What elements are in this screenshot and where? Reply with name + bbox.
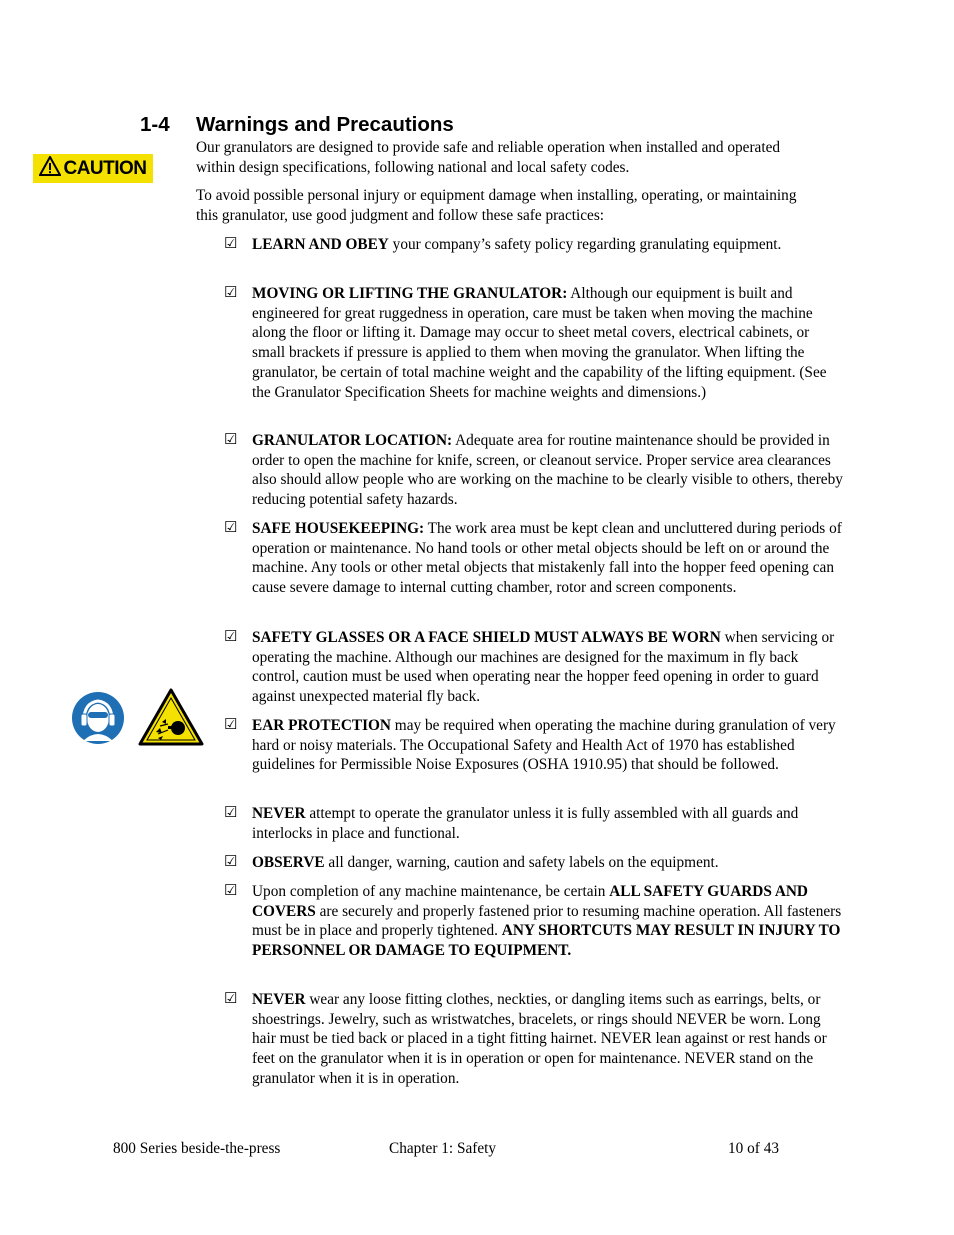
item-text: your company’s safety policy regarding granulating equipment.	[388, 236, 782, 253]
footer-document-title: 800 Series beside-the-press	[113, 1140, 281, 1157]
warning-triangle-icon	[39, 156, 61, 181]
checkbox-icon: ☑	[224, 236, 238, 252]
item-keyword: NEVER	[252, 991, 306, 1008]
item-text: when servicing or operating the machine. Although our machines are designed for the maximum in fly back control, caution must be used when operating near the hopper feed opening in order to guard against unexpected material fly back.	[252, 629, 835, 706]
item-keyword: NEVER	[252, 805, 306, 822]
item-text: attempt to operate the granulator unless it is fully assembled with all guards and interlocks in place and functional.	[252, 805, 799, 842]
item-keyword: ALL SAFETY GUARDS AND COVERS	[252, 883, 808, 920]
flying-debris-warning-icon	[138, 688, 204, 746]
checkbox-icon: ☑	[224, 805, 238, 821]
item-text: Upon completion of any machine maintenance, be certain	[252, 883, 610, 900]
item-keyword: SAFETY GLASSES OR A FACE SHIELD MUST ALWAYS BE WORN	[252, 629, 721, 646]
item-keyword: ANY SHORTCUTS MAY RESULT IN INJURY TO PERSONNEL OR DAMAGE TO EQUIPMENT.	[252, 922, 841, 960]
section-title: Warnings and Precautions	[196, 113, 454, 136]
caution-text: CAUTION	[63, 157, 147, 179]
checkbox-icon: ☑	[224, 520, 238, 536]
item-text: Adequate area for routine maintenance should be provided in order to open the machine for knife, screen, or cleanout service. Proper service area clearances also should allow people who are working on the machine to be clearly visible to others, thereby reducing potential safety hazards.	[252, 432, 843, 509]
item-text: may be required when operating the machine during granulation of very hard or noisy materials. The Occupational Safety and Health Act of 1970 has established guidelines for Permissible Noise Exposures (OSHA 1910.95) that should be followed.	[252, 717, 836, 774]
checkbox-icon: ☑	[224, 717, 238, 733]
footer-page-number: 10 of 43	[728, 1140, 779, 1157]
eye-ear-protection-icon	[69, 689, 127, 747]
item-text: The work area must be kept clean and uncluttered during periods of operation or maintenance. No hand tools or other metal objects should be left on or around the machine. Any tools or other metal objects that mistakenly fall into the hopper feed opening can cause severe damage to internal cutting chamber, rotor and screen components.	[252, 520, 842, 597]
item-keyword: OBSERVE	[252, 854, 325, 871]
item-text: wear any loose fitting clothes, neckties, or dangling items such as earrings, belts, or shoestrings. Jewelry, such as wristwatches, bracelets, or rings should NEVER be worn. Long hair must be tied back or placed in a tight fitting hairnet. NEVER lean against or rest hands or feet on the granulator when it is in operation or open for maintenance. NEVER stand on the granulator when it is in operation.	[252, 991, 827, 1087]
intro-paragraph: To avoid possible personal injury or equipment damage when installing, operating, or maintaining this granulator, use good judgment and follow these safe practices:	[196, 187, 797, 224]
checkbox-icon: ☑	[224, 432, 238, 448]
checkbox-icon: ☑	[224, 285, 238, 301]
checkbox-icon: ☑	[224, 991, 238, 1007]
item-keyword: EAR PROTECTION	[252, 717, 391, 734]
item-keyword: MOVING OR LIFTING THE GRANULATOR:	[252, 285, 568, 302]
item-text: are securely and properly fastened prior to resuming machine operation. All fasteners must be in place and properly tightened.	[252, 902, 842, 940]
item-text: all danger, warning, caution and safety labels on the equipment.	[324, 854, 719, 871]
section-number: 1-4	[140, 113, 170, 136]
section-heading	[140, 112, 454, 138]
item-keyword: GRANULATOR LOCATION:	[252, 432, 453, 449]
item-text: Although our equipment is built and engineered for great ruggedness in operation, care must be taken when moving the machine along the floor or lifting it. Damage may occur to sheet metal covers, electrical cabinets, or small brackets if pressure is applied to them when moving the granulator. When lifting the granulator, be certain of total machine weight and the capability of the lifting equipment. (See the Granulator Specification Sheets for machine weights and dimensions.)	[252, 285, 827, 401]
caution-label	[33, 154, 153, 183]
checkbox-icon: ☑	[224, 629, 238, 645]
checkbox-icon: ☑	[224, 883, 238, 899]
intro-paragraph: Our granulators are designed to provide safe and reliable operation when installed and operated within design specifications, following national and local safety codes.	[196, 139, 781, 176]
footer-chapter: Chapter 1: Safety	[389, 1140, 497, 1157]
item-keyword: LEARN AND OBEY	[252, 236, 389, 253]
item-keyword: SAFE HOUSEKEEPING:	[252, 520, 425, 537]
checkbox-icon: ☑	[224, 854, 238, 870]
